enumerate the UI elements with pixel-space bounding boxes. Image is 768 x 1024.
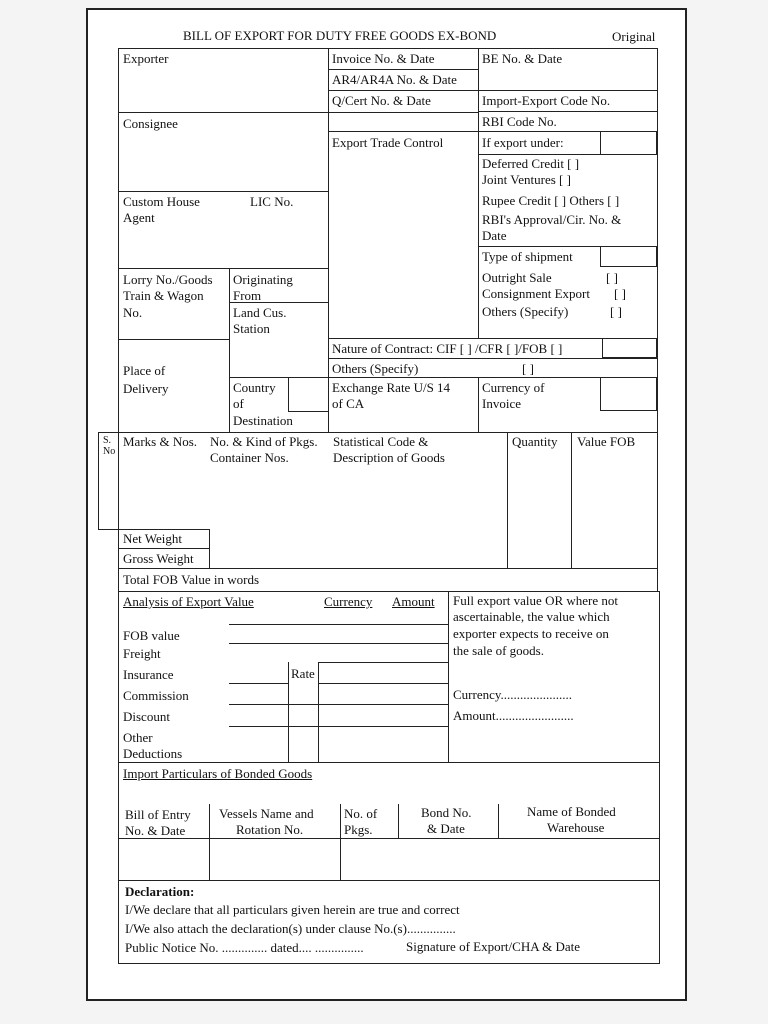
full-value-note-line4: the sale of goods. [453, 643, 544, 658]
consignee-label: Consignee [123, 116, 178, 131]
nature-others-label: Others (Specify) [332, 361, 419, 376]
vessel-name-label-line2: Rotation No. [236, 822, 304, 837]
full-value-note-line3: exporter expects to receive on [453, 626, 609, 641]
originating-label-line2: From [233, 288, 262, 303]
others-specify-checkbox: [ ] [610, 304, 622, 319]
public-notice-line: Public Notice No. .............. dated.... ............... [125, 940, 364, 955]
declaration-line1: I/We declare that all particulars given herein are true and correct [125, 902, 460, 917]
currency-invoice-label-line2: Invoice [482, 396, 521, 411]
kind-pkgs-label-line2: Container Nos. [210, 450, 289, 465]
consignment-export-option: Consignment Export [482, 286, 590, 301]
bonded-warehouse-label-line2: Warehouse [547, 820, 605, 835]
quantity-label: Quantity [512, 434, 558, 449]
nature-others-checkbox: [ ] [522, 361, 534, 376]
discount-label: Discount [123, 709, 170, 724]
bill-of-entry-label-line2: No. & Date [125, 823, 186, 838]
commission-label: Commission [123, 688, 189, 703]
land-cus-label-line2: Station [233, 321, 270, 336]
lorry-label-line3: No. [123, 305, 143, 320]
no-of-pkgs-label-line1: No. of [344, 806, 378, 821]
cha-label-line2: Agent [123, 210, 155, 225]
invoice-no-date-label: Invoice No. & Date [332, 51, 435, 66]
copy-label: Original [612, 29, 656, 44]
export-trade-control-label: Export Trade Control [332, 135, 444, 150]
ar4-no-date-label: AR4/AR4A No. & Date [332, 72, 457, 87]
exchange-rate-label-line1: Exchange Rate U/S 14 [332, 380, 451, 395]
outright-sale-option: Outright Sale [482, 270, 552, 285]
full-value-currency-line: Currency...................... [453, 687, 573, 702]
rbi-approval-label-line2: Date [482, 228, 507, 243]
be-no-date-label: BE No. & Date [482, 51, 563, 66]
signature-label: Signature of Export/CHA & Date [406, 939, 581, 954]
exporter-label: Exporter [123, 51, 169, 66]
place-label-line1: Place of [123, 363, 166, 378]
import-export-code-label: Import-Export Code No. [482, 93, 611, 108]
other-deductions-label-line2: Deductions [123, 746, 183, 761]
form-sheet [86, 8, 687, 1001]
bond-no-label-line2: & Date [427, 821, 465, 836]
bonded-goods-heading: Import Particulars of Bonded Goods [123, 766, 313, 781]
vessel-name-label-line1: Vessels Name and [219, 806, 314, 821]
net-weight-label: Net Weight [123, 531, 183, 546]
form-title: BILL OF EXPORT FOR DUTY FREE GOODS EX-BOND [183, 28, 497, 43]
bonded-warehouse-label-line1: Name of Bonded [527, 804, 616, 819]
declaration-heading: Declaration: [125, 884, 195, 899]
stat-code-label-line2: Description of Goods [333, 450, 445, 465]
lorry-label-line1: Lorry No./Goods [123, 272, 213, 287]
joint-ventures-option: Joint Ventures [ ] [482, 172, 571, 187]
lic-no-label: LIC No. [250, 194, 294, 209]
total-fob-words-label: Total FOB Value in words [123, 572, 260, 587]
type-of-shipment-label: Type of shipment [482, 249, 573, 264]
s-no-label-line2: No [103, 446, 116, 457]
analysis-heading: Analysis of Export Value [123, 594, 254, 609]
cha-label-line1: Custom House [123, 194, 200, 209]
marks-nos-label: Marks & Nos. [123, 434, 198, 449]
if-export-under-label: If export under: [482, 135, 564, 150]
analysis-currency-label: Currency [324, 594, 373, 609]
value-fob-label: Value FOB [577, 434, 636, 449]
consignment-export-checkbox: [ ] [614, 286, 626, 301]
bill-of-entry-label-line1: Bill of Entry [125, 807, 191, 822]
country-label-line3: Destination [233, 413, 293, 428]
place-label-line2: Delivery [123, 381, 169, 396]
no-of-pkgs-label-line2: Pkgs. [344, 822, 373, 837]
s-no-label-line1: S. [103, 435, 112, 446]
land-cus-label-line1: Land Cus. [233, 305, 287, 320]
kind-pkgs-label-line1: No. & Kind of Pkgs. [210, 434, 318, 449]
full-value-note-line1: Full export value OR where not [453, 593, 618, 608]
rupee-credit-option: Rupee Credit [ ] Others [ ] [482, 193, 620, 208]
rbi-code-label: RBI Code No. [482, 114, 557, 129]
rbi-approval-label-line1: RBI's Approval/Cir. No. & [482, 212, 622, 227]
country-label-line1: Country [233, 380, 276, 395]
originating-label-line1: Originating [233, 272, 293, 287]
country-label-line2: of [233, 396, 244, 411]
stat-code-label-line1: Statistical Code & [333, 434, 429, 449]
exchange-rate-label-line2: of CA [332, 396, 365, 411]
insurance-label: Insurance [123, 667, 174, 682]
gross-weight-label: Gross Weight [123, 551, 194, 566]
full-value-amount-line: Amount........................ [453, 708, 574, 723]
currency-invoice-label-line1: Currency of [482, 380, 545, 395]
declaration-line2: I/We also attach the declaration(s) under clause No.(s)............... [125, 921, 456, 936]
other-deductions-label-line1: Other [123, 730, 153, 745]
bond-no-label-line1: Bond No. [421, 805, 472, 820]
freight-label: Freight [123, 646, 161, 661]
deferred-credit-option: Deferred Credit [ ] [482, 156, 580, 171]
lorry-label-line2: Train & Wagon [123, 288, 204, 303]
q-cert-no-date-label: Q/Cert No. & Date [332, 93, 431, 108]
outright-sale-checkbox: [ ] [606, 270, 618, 285]
analysis-amount-label: Amount [392, 594, 435, 609]
full-value-note-line2: ascertainable, the value which [453, 609, 610, 624]
fob-value-label: FOB value [123, 628, 180, 643]
nature-of-contract-label: Nature of Contract: CIF [ ] /CFR [ ]/FOB [ ] [332, 341, 563, 356]
rate-label: Rate [291, 666, 315, 681]
others-specify-option: Others (Specify) [482, 304, 569, 319]
